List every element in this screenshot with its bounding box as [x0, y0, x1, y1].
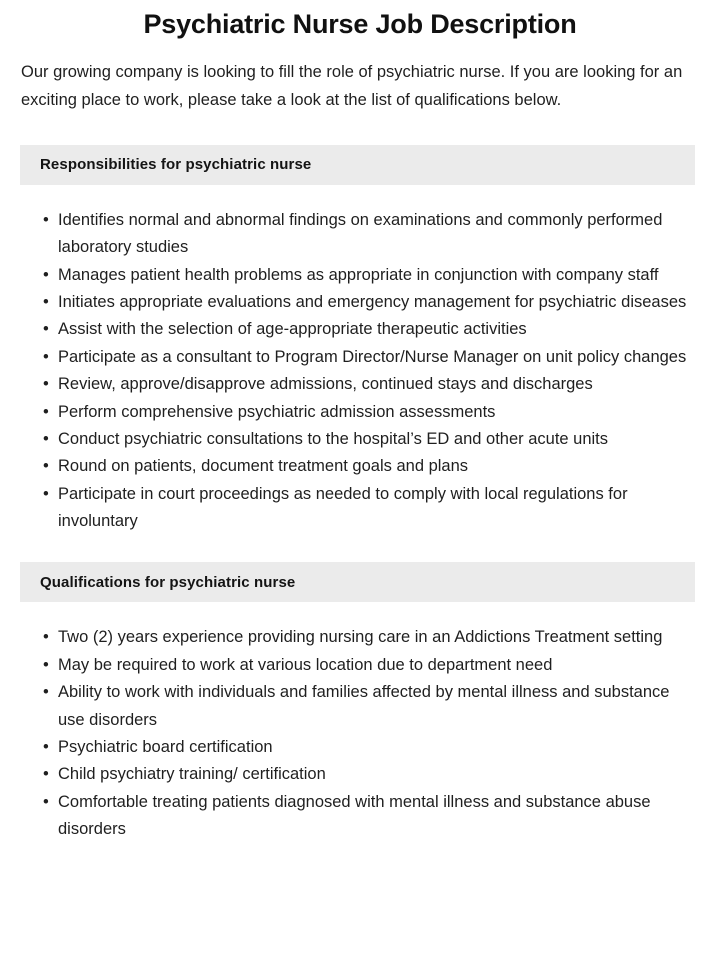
bullet-icon: •: [43, 265, 49, 284]
section-heading-label: Responsibilities for psychiatric nurse: [40, 156, 312, 174]
list-item: [0, 371, 720, 398]
bullet-icon: •: [43, 628, 49, 647]
responsibilities-list: [0, 185, 720, 536]
bullet-icon: •: [43, 484, 49, 503]
list-item-text: Manages patient health problems as appropriate in conjunction with company staff: [58, 265, 659, 284]
list-item-text: Initiates appropriate evaluations and emergency management for psychiatric diseases: [58, 293, 687, 311]
bullet-icon: •: [43, 402, 49, 421]
list-item-text: Round on patients, document treatment goals and plans: [58, 457, 469, 476]
bullet-icon: •: [43, 429, 49, 448]
bullet-icon: •: [43, 792, 49, 811]
list-item-text: Two (2) years experience providing nursing care in an Addictions Treatment setting: [58, 628, 663, 647]
list-item-text: Comfortable treating patients diagnosed with mental illness and substance abuse disorders: [58, 792, 651, 838]
section-header-responsibilities: [20, 145, 695, 185]
list-item-text: Conduct psychiatric consultations to the hospital’s ED and other acute units: [58, 429, 609, 448]
bullet-icon: •: [43, 347, 49, 366]
section-header-qualifications: [20, 562, 695, 602]
bullet-icon: •: [43, 375, 49, 394]
bullet-icon: •: [43, 293, 49, 311]
bullet-icon: •: [43, 210, 49, 229]
bullet-icon: •: [43, 320, 49, 339]
list-item-text: Participate as a consultant to Program Director/Nurse Manager on unit policy changes: [58, 347, 687, 366]
list-item: [0, 734, 720, 761]
bullet-icon: •: [43, 655, 49, 674]
list-item-text: Identifies normal and abnormal findings on examinations and commonly performed laboratory studies: [58, 210, 663, 257]
list-item: [0, 679, 720, 734]
bullet-icon: •: [43, 765, 49, 784]
qualifications-list: [0, 602, 720, 843]
list-item-text: Assist with the selection of age-appropriate therapeutic activities: [58, 320, 527, 339]
page-title: Psychiatric Nurse Job Description: [143, 9, 577, 39]
list-item: [0, 316, 720, 343]
list-item: [0, 399, 720, 426]
list-item: [0, 289, 720, 316]
list-item: [0, 426, 720, 453]
bullet-icon: •: [43, 457, 49, 476]
section-responsibilities: [0, 115, 720, 536]
list-item: [0, 481, 720, 536]
list-item: [0, 761, 720, 788]
list-item: [0, 652, 720, 679]
list-item-text: Participate in court proceedings as needed to comply with local regulations for involuntary: [58, 484, 628, 530]
list-item-text: May be required to work at various location due to department need: [58, 655, 553, 674]
list-item-text: Review, approve/disapprove admissions, continued stays and discharges: [58, 375, 593, 394]
list-item: [0, 344, 720, 371]
section-qualifications: [0, 535, 720, 843]
intro-paragraph: Our growing company is looking to fill the role of psychiatric nurse. If you are looking for an exciting place to work, please take a look at the list of qualifications below.: [21, 63, 683, 110]
list-item-text: Perform comprehensive psychiatric admission assessments: [58, 402, 496, 421]
bullet-icon: •: [43, 737, 49, 756]
list-item: [0, 207, 720, 262]
list-item-text: Ability to work with individuals and families affected by mental illness and substance use disorders: [58, 683, 670, 729]
list-item: [0, 262, 720, 289]
list-item: [0, 453, 720, 480]
section-heading-label: Qualifications for psychiatric nurse: [40, 573, 296, 591]
list-item: [0, 624, 720, 651]
list-item-text: Psychiatric board certification: [58, 737, 273, 756]
list-item-text: Child psychiatry training/ certification: [58, 765, 326, 784]
bullet-icon: •: [43, 683, 49, 702]
list-item: [0, 789, 720, 844]
